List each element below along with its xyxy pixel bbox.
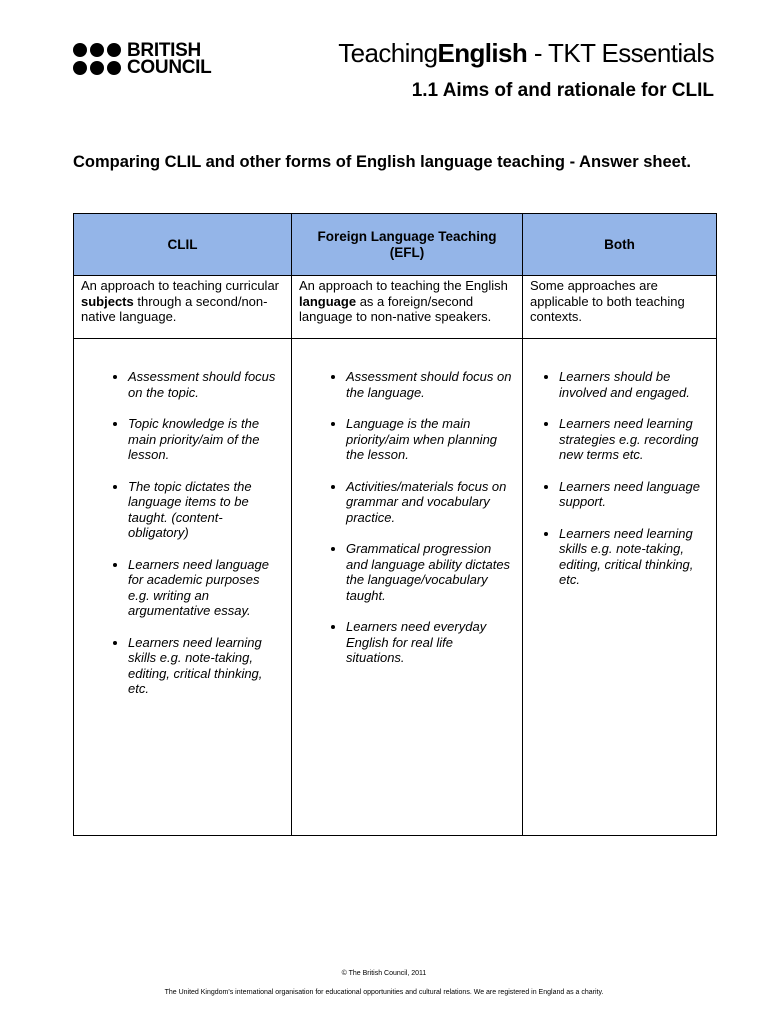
logo-wordmark: [127, 42, 211, 76]
list-item: • Language is the main priority/aim when planning the lesson.: [346, 416, 514, 463]
comparison-table: [73, 213, 717, 836]
british-council-logo: [73, 40, 211, 78]
logo-line-2: COUNCIL: [127, 57, 212, 78]
clil-bullet-list: [74, 369, 291, 697]
table-list-row: [74, 339, 717, 836]
list-item: • Learners need language for academic purposes e.g. writing an argumentative essay.: [128, 557, 283, 619]
list-item: • Grammatical progression and language ability dictates the language/vocabulary taught.: [346, 541, 514, 603]
footer-note: The United Kingdom's international organisation for educational opportunities and cultural relations. We are registered in England as a charity.: [164, 989, 604, 996]
header-efl: Foreign Language Teaching (EFL): [292, 214, 523, 276]
table-description-row: [74, 276, 717, 339]
header-both: Both: [523, 214, 717, 276]
list-item: • Learners need everyday English for real life situations.: [346, 619, 514, 666]
efl-bullet-list: [292, 369, 522, 666]
table-header-row: [74, 214, 717, 276]
list-item: • Learners need learning skills e.g. note-taking, editing, critical thinking, etc.: [559, 526, 708, 588]
list-item: • Learners need language support.: [559, 479, 708, 510]
list-item: • Topic knowledge is the main priority/aim of the lesson.: [128, 416, 283, 463]
list-item: • Learners should be involved and engaged.: [559, 369, 708, 400]
brand-suffix: - TKT Essentials: [527, 38, 714, 68]
brand-light: Teaching: [338, 38, 438, 68]
desc-clil: An approach to teaching curricular subjects through a second/non-native language.: [74, 276, 292, 339]
both-bullet-list: [523, 369, 716, 588]
desc-efl: An approach to teaching the English language as a foreign/second language to non-native speakers.: [292, 276, 523, 339]
list-item: • Learners need learning strategies e.g. recording new terms etc.: [559, 416, 708, 463]
brand-bold: English: [437, 38, 528, 68]
logo-dots-icon: [73, 43, 121, 75]
teaching-english-brand: [338, 38, 714, 69]
list-item: • Assessment should focus on the topic.: [128, 369, 283, 400]
desc-both: Some approaches are applicable to both teaching contexts.: [523, 276, 717, 339]
section-subtitle: 1.1 Aims of and rationale for CLIL: [411, 80, 714, 101]
list-efl: [292, 339, 523, 836]
list-both: [523, 339, 717, 836]
list-item: • Activities/materials focus on grammar and vocabulary practice.: [346, 479, 514, 526]
list-clil: [74, 339, 292, 836]
footer-copyright: © The British Council, 2011: [341, 970, 427, 977]
page-heading: Comparing CLIL and other forms of English language teaching - Answer sheet.: [73, 153, 691, 171]
header-clil: CLIL: [74, 214, 292, 276]
logo-line-1: BRITISH: [127, 40, 201, 61]
list-item: • The topic dictates the language items to be taught. (content-obligatory): [128, 479, 283, 541]
list-item: • Assessment should focus on the language.: [346, 369, 514, 400]
list-item: • Learners need learning skills e.g. note-taking, editing, critical thinking, etc.: [128, 635, 283, 697]
